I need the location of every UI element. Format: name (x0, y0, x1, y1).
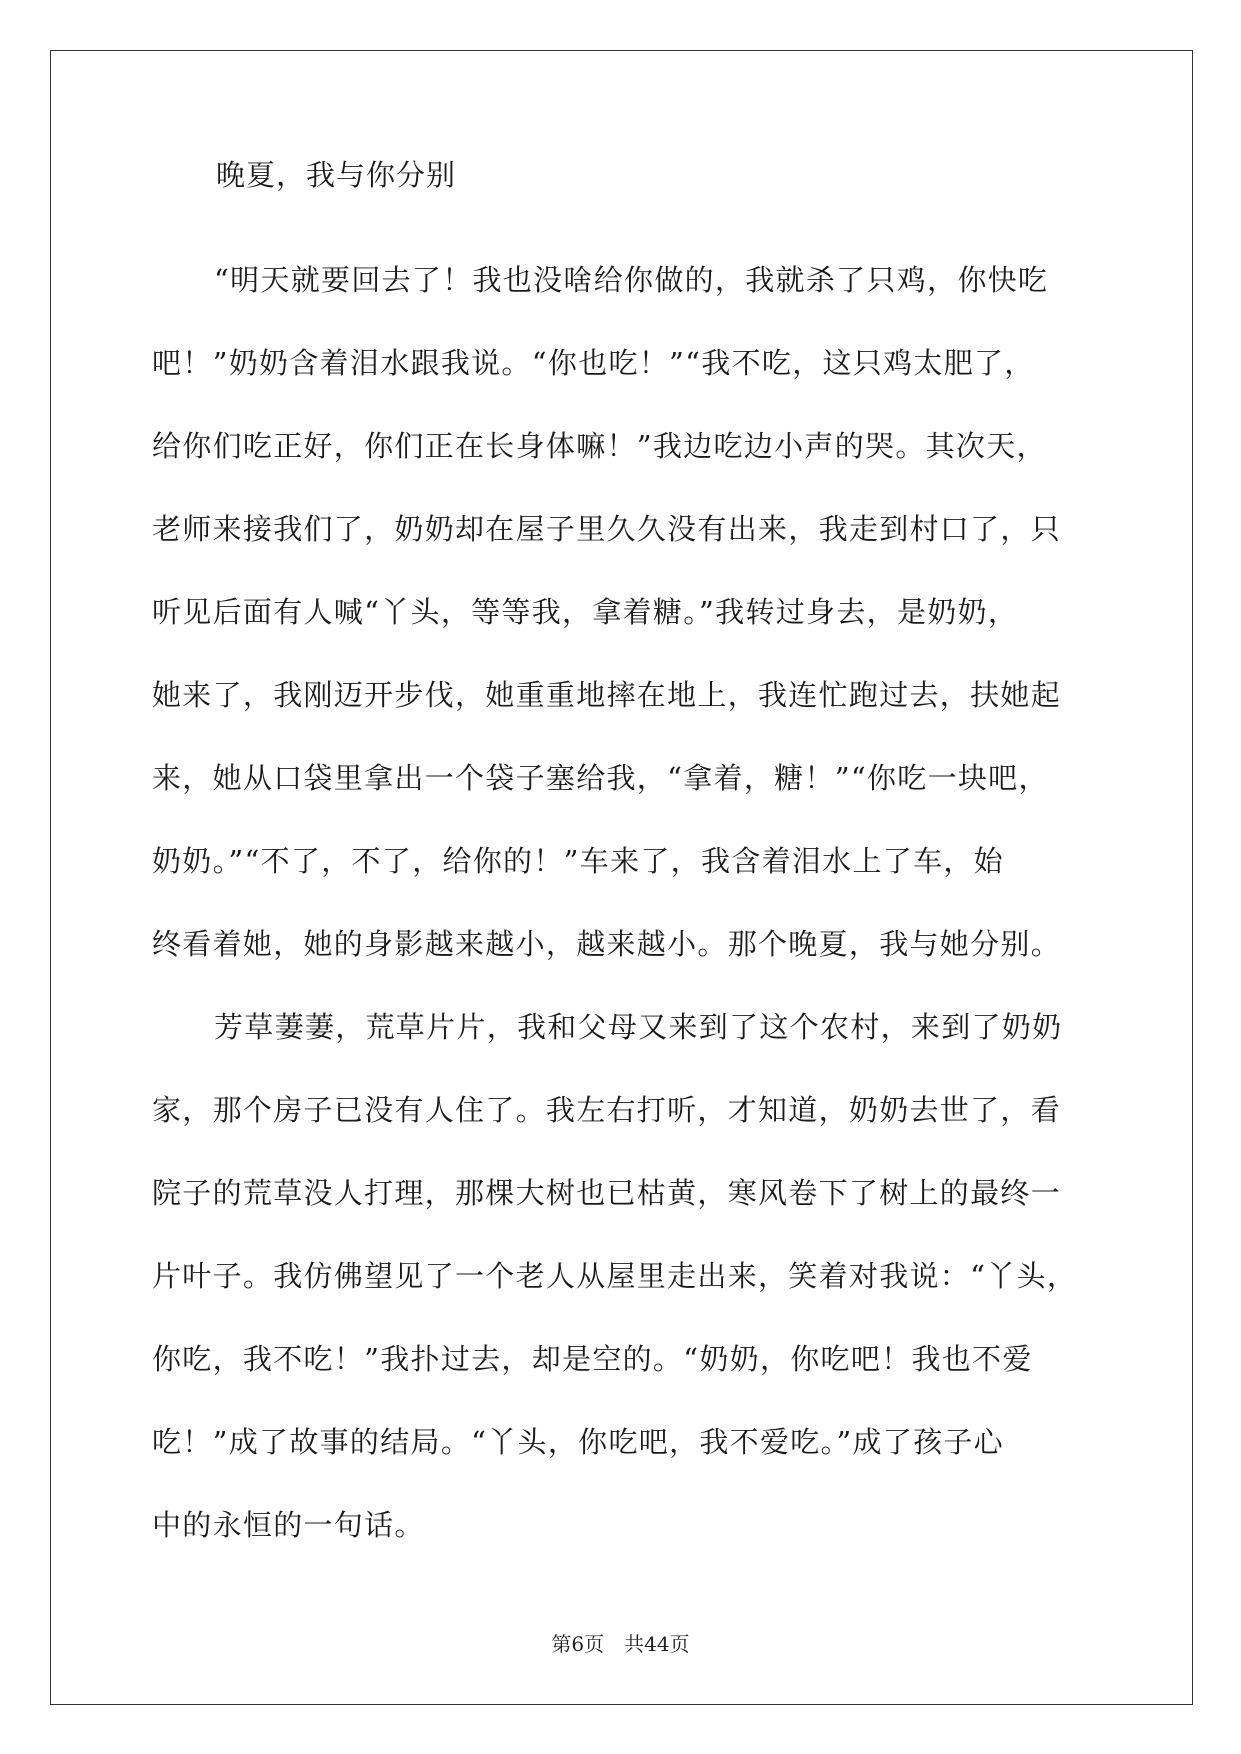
text-line: 奶奶。”“不了，不了，给你的！”车来了，我含着泪水上了车，始 (152, 844, 1004, 878)
text-line: 你吃，我不吃！”我扑过去，却是空的。“奶奶，你吃吧！我也不爱 (152, 1342, 1033, 1376)
text-line: 来，她从口袋里拿出一个袋子塞给我，“拿着，糖！”“你吃一块吧， (152, 761, 1049, 795)
text-line: 家，那个房子已没有人住了。我左右打听，才知道，奶奶去世了，看 (152, 1093, 1062, 1127)
paragraph-2 (152, 986, 1092, 1567)
page-total: 共44页 (624, 1632, 690, 1656)
text-line: 她来了，我刚迈开步伐，她重重地摔在地上，我连忙跑过去，扶她起 (152, 678, 1062, 712)
text-line: 吃！”成了故事的结局。“丫头，你吃吧，我不爱吃。”成了孩子心 (152, 1425, 1004, 1459)
text-line: 芳草萋萋，荒草片片，我和父母又来到了这个农村，来到了奶奶 (214, 1010, 1063, 1044)
text-line: 老师来接我们了，奶奶却在屋子里久久没有出来，我走到村口了，只 (152, 512, 1062, 546)
document-title: 晚夏，我与你分别 (216, 158, 457, 192)
text-line: “明天就要回去了！我也没啥给你做的，我就杀了只鸡，你快吃 (214, 263, 1049, 297)
text-line: 听见后面有人喊“丫头，等等我，拿着糖。”我转过身去，是奶奶， (152, 595, 1019, 629)
text-line: 院子的荒草没人打理，那棵大树也已枯黄，寒风卷下了树上的最终一 (152, 1176, 1062, 1210)
text-line: 中的永恒的一句话。 (152, 1508, 425, 1542)
document-body (152, 155, 1092, 1567)
text-line: 吧！”奶奶含着泪水跟我说。“你也吃！”“我不吃，这只鸡太肥了， (152, 346, 1035, 380)
page-number: 第6页 (551, 1632, 605, 1656)
page-footer (0, 1628, 1241, 1657)
paragraph-1 (152, 239, 1092, 986)
text-line: 片叶子。我仿佛望见了一个老人从屋里走出来，笑着对我说：“丫头， (152, 1259, 1078, 1293)
text-line: 给你们吃正好，你们正在长身体嘛！”我边吃边小声的哭。其次天， (152, 429, 1047, 463)
text-line: 终看着她，她的身影越来越小，越来越小。那个晚夏，我与她分别。 (152, 927, 1062, 961)
